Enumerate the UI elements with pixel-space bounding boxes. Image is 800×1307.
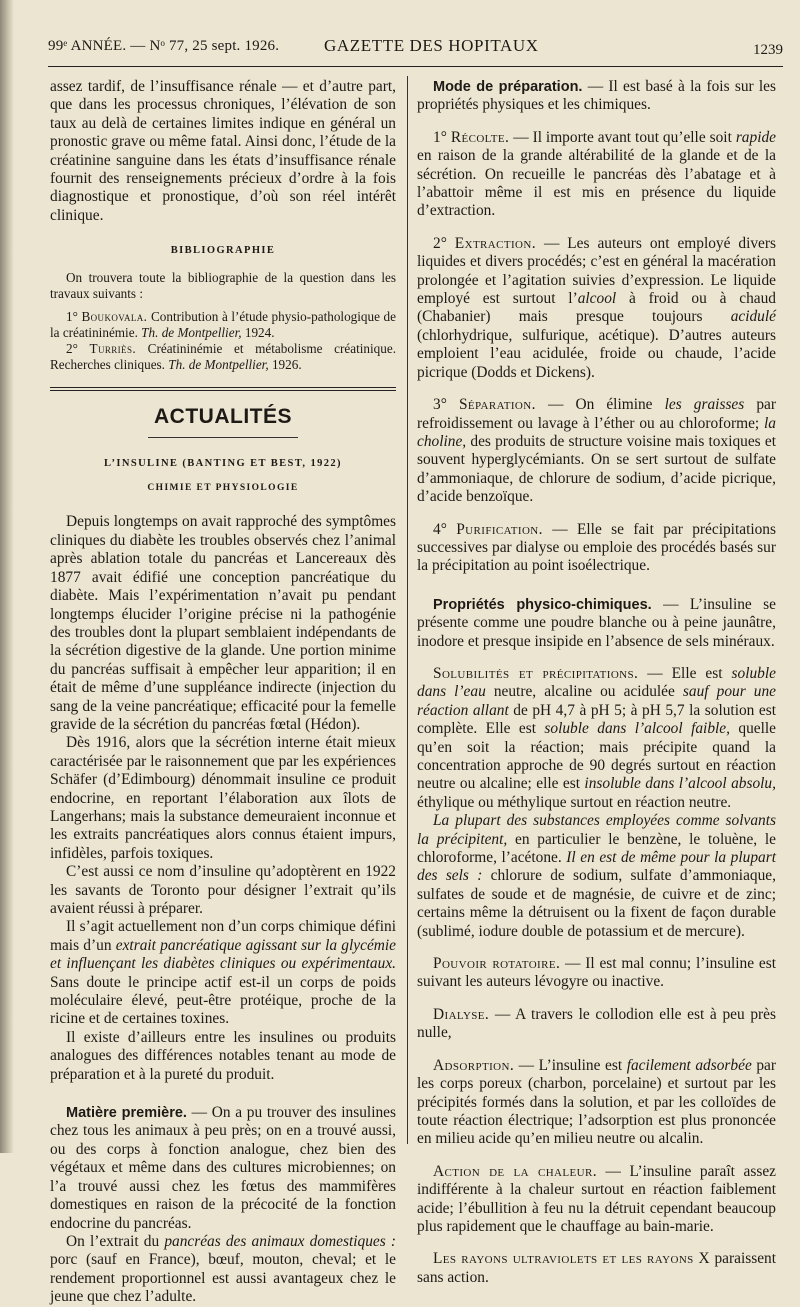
paragraph-purification: 4° Purification. — Elle se fait par précipitations successives par dialyse ou emploie des procédés basés sur la précipitation au point isoélectrique. [417,520,776,575]
page-header [48,36,783,66]
bibliography-heading: BIBLIOGRAPHIE [170,245,276,257]
column-divider [407,76,408,1144]
bibliography-entry-1: 1° Boukovala. Contribution à l’étude physio-pathologique de la créatininémie. Th. de Montpellier, 1924. [50,308,396,340]
issue-info: 99ᵉ ANNÉE. — Nᵒ 77, 25 sept. 1926. [48,38,280,54]
paragraph-solubilites: Solubilités et précipitations. — Elle est soluble dans l’eau neutre, alcaline ou acidulée sauf pour une réaction allant de pH 4,7 à pH 5; à pH 5,7 la solution est complète. Elle est soluble dans l’alcool faible, quelle qu’en soit la réaction; mais précipite quand la concentration approche de 90 degrés surtout en réaction neutre ou alcaline; elle est insoluble dans l’alcool absolu, éthylique ou méthylique surtout en réaction neutre. [417,664,776,811]
article-title: L’INSULINE (BANTING ET BEST, 1922) [104,458,342,470]
paragraph-chaleur: Action de la chaleur. — L’insuline paraît assez indifférente à la chaleur surtout en réaction faiblement acide; l’ébullition à feu nu la détruit cependant beaucoup plus rapidement que le chauffage au bain-marie. [417,1162,776,1235]
journal-title: GAZETTE DES HOPITAUX [324,36,539,55]
paragraph-6: On l’extrait du pancréas des animaux domestiques : porc (sauf en France), bœuf, mouton, cheval; et le rendement proportionnel est aussi avantageux chez le jeune que chez l’adulte. [50,1232,396,1306]
page-number: 1239 [753,42,783,58]
article-subtitle: CHIMIE ET PHYSIOLOGIE [147,483,299,494]
bibliography-entry-2: 2° Turriès. Créatininémie et métabolisme créatinique. Recherches cliniques. Th. de Montpellier, 1926. [50,341,396,373]
paragraph-pouvoir-rotatoire: Pouvoir rotatoire. — Il est mal connu; l’insuline est suivant les auteurs lévogyre ou inactive. [417,955,776,991]
paragraph-3: C’est aussi ce nom d’insuline qu’adoptèrent en 1922 les savants de Toronto pour désigner l’extrait qu’ils avaient réussi à préparer. [50,863,396,917]
paragraph-rayons: Les rayons ultraviolets et les rayons X paraissent sans action. [417,1250,776,1286]
left-column [50,78,396,1307]
paragraph-2: Dès 1916, alors que la sécrétion interne était mieux caractérisée par le raisonnement que par les expériences Schäfer (d’Edimbourg) dénommait insuline ce produit endocrine, en reportant l’élaboration aux îlots de Langerhans; mais la substance demeuraient inconnue et les extraits pancréatiques alors connus étaient impurs, infidèles, parfois toxiques. [50,734,396,862]
page-binding-edge [0,0,14,1153]
paragraph-matiere-premiere: Matière première. — On a pu trouver des insulines chez tous les animaux à peu près; on en a trouvé aussi, ou des corps à fonction analogue, chez bien des végétaux et même dans des cultures microbiennes; on l’a trouvé aussi chez les fœtus des mammifères domestiques en raison de la précocité de la fonction endocrine du pancréas. [50,1104,396,1232]
intro-paragraph: assez tardif, de l’insuffisance rénale — et d’autre part, que dans les processus chroniques, l’élévation de son taux au delà de certaines limites indique en général un pronostic grave ou même fatal. Ainsi donc, l’étude de la créatinine sanguine dans les états d’insuffisance rénale fournit des renseignements précieux d’ordre à la fois diagnostique et pronostique, d’où son réel intérêt clinique. [50,78,396,224]
paragraph-adsorption: Adsorption. — L’insuline est facilement adsorbée par les corps poreux (charbon, porcelaine) et surtout par les précipités formés dans la solution, et par les colloïdes de toute réaction électrique; l’adsorption est plus prononcée en milieu acide qu’en milieu neutre ou alcalin. [417,1056,776,1148]
paragraph-recolte: 1° Récolte. — Il importe avant tout qu’elle soit rapide en raison de la grande altérabilité de la glande et de la sécrétion. On recueille le pancréas dès l’abatage et à l’abattoir même il est mis en présence du liquide d’extraction. [417,128,776,220]
paragraph-4: Il s’agit actuellement non d’un corps chimique défini mais d’un extrait pancréatique agissant sur la glycémie et influençant les diabètes cliniques ou expérimentaux. Sans doute le principe actif est-il un corps de poids moléculaire élevé, peut-être protéique, proche de la ricine et de certaines toxines. [50,918,396,1028]
paragraph-dialyse: Dialyse. — A travers le collodion elle est à peu près nulle, [417,1005,776,1042]
paragraph-mode-preparation: Mode de préparation. — Il est basé à la fois sur les propriétés physiques et les chimiques. [417,78,776,114]
paragraph-1: Depuis longtemps on avait rapproché des symptômes cliniques du diabète les troubles observés chez l’animal après ablation totale du pancréas et Lancereaux dès 1877 avait édifié une conception pancréatique du diabète. Mais l’expérimentation n’avait pu pendant longtemps élucider l’origine précise ni la pathogénie des troubles dont la plupart semblaient indépendants de la sécrétion digestive de la glande. Une portion minime du pancréas suffisait à empêcher leur apparition; il en était de même d’une suppléance indirecte (injection du sang de la veine pancréatique; efficacité pour la femelle gravide de la sécrétion du pancréas fœtal (Hédon). [50,513,396,733]
bibliography-intro: On trouvera toute la bibliographie de la question dans les travaux suivants : [50,270,396,302]
paragraph-extraction: 2° Extraction. — Les auteurs ont employé divers liquides et divers procédés; c’est en général la macération prolongée et l’agitation suivies d’expression. Le liquide employé est surtout l’alcool à froid ou à chaud (Chabanier) mais presque toujours acidulé (chlorhydrique, sulfurique, acétique). D’autres auteurs emploient l’eau acidulée, froide ou chaude, l’acide picrique (Dodds et Dickens). [417,234,776,381]
paragraph-5: Il existe d’ailleurs entre les insulines ou produits analogues des différences notables tenant au mode de préparation et à la pureté du produit. [50,1028,396,1083]
header-rule [48,66,783,67]
section-title: ACTUALITÉS [154,405,292,429]
right-column [417,78,776,1287]
paragraph-solvants: La plupart des substances employées comme solvants la précipitent, en particulier le benzène, le toluène, le chloroforme, l’acétone. Il en est de même pour la plupart des sels : chlorure de sodium, sulfate d’ammoniaque, sulfates de soude et de magnésie, de cuivre et de zinc; certains même la détruisent ou la fixent de façon durable (sublimé, iodure double de potassium et de mercure). [417,812,776,940]
paragraph-proprietes: Propriétés physico-chimiques. — L’insuline se présente comme une poudre blanche ou à peine jaunâtre, inodore et presque insipide en l’absence de sels minéraux. [417,595,776,650]
paragraph-separation: 3° Séparation. — On élimine les graisses par refroidissement ou lavage à l’éther ou au chloroforme; la choline, des produits de structure voisine mais toxiques et souvent hyperglycémiants. On se sert surtout de sulfate d’ammoniaque, de chlorure de sodium, d’acide picrique, d’acide benzoïque. [417,396,777,506]
